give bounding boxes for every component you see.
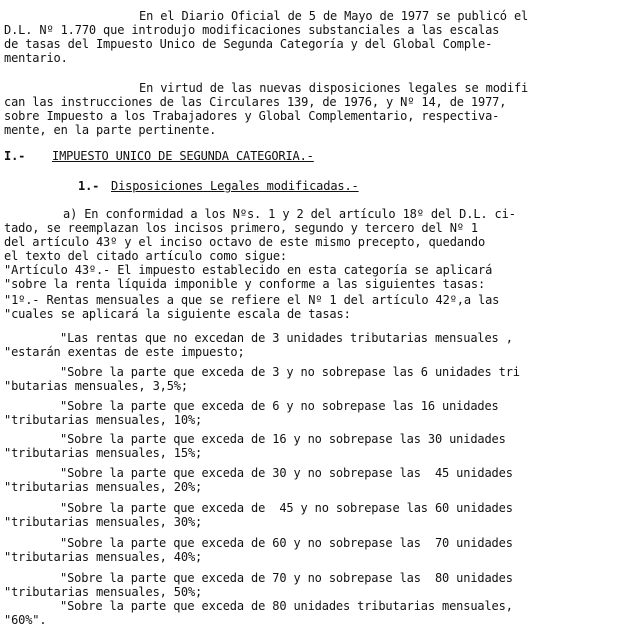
bracket-6-line-1: "Sobre la parte que exceda de 60 y no sobrepase las 70 unidades [60, 536, 513, 550]
para-a-line-1: a) En conformidad a los Nºs. 1 y 2 del artículo 18º del D.L. ci- [63, 207, 516, 221]
para-a-line-4: el texto del citado artículo como sigue: [4, 249, 287, 263]
intro-p1-line-2: D.L. Nº 1.770 que introdujo modificaciones substanciales a las escalas [4, 23, 500, 37]
bracket-7-line-1: "Sobre la parte que exceda de 70 y no sobrepase las 80 unidades [60, 571, 513, 585]
intro-p2-line-1: En virtud de las nuevas disposiciones legales se modifi [139, 81, 529, 95]
bracket-2-line-1: "Sobre la parte que exceda de 6 y no sobrepase las 16 unidades [60, 399, 499, 413]
bracket-1-line-1: "Sobre la parte que exceda de 3 y no sobrepase las 6 unidades tri [60, 365, 520, 379]
intro-p2-line-3: sobre Impuesto a los Trabajadores y Global Complementario, respectiva- [4, 109, 500, 123]
bracket-4-line-2: "tributarias mensuales, 20%; [4, 480, 203, 494]
para-a-line-5: "Artículo 43º.- El impuesto establecido en esta categoría se aplicará [4, 263, 493, 277]
exempt-line-2: "estarán exentas de este impuesto; [4, 345, 245, 359]
bracket-7-line-2: "tributarias mensuales, 50%; [4, 585, 203, 599]
bracket-5-line-1: "Sobre la parte que exceda de 45 y no sobrepase las 60 unidades [60, 501, 513, 515]
para-a-line-2: tado, se reemplazan los incisos primero, segundo y tercero del Nº 1 [4, 221, 478, 235]
exempt-line-1: "Las rentas que no excedan de 3 unidades tributarias mensuales , [60, 331, 513, 345]
intro-p1-line-4: mentario. [4, 51, 68, 65]
para-a-line-7: "1º.- Rentas mensuales a que se refiere el Nº 1 del artículo 42º,a las [4, 293, 500, 307]
intro-p1-line-1: En el Diario Oficial de 5 de Mayo de 1977 se publicó el [139, 9, 529, 23]
last-bracket-line-2: "60%". [4, 613, 47, 627]
bracket-1-line-2: "butarias mensuales, 3,5%; [4, 379, 188, 393]
para-a-line-6: "sobre la renta líquida imponible y conforme a las siguientes tasas: [4, 277, 486, 291]
bracket-6-line-2: "tributarias mensuales, 40%; [4, 550, 203, 564]
para-a-line-3: del artículo 43º y el inciso octavo de este mismo precepto, quedando [4, 235, 486, 249]
intro-p1-line-3: de tasas del Impuesto Unico de Segunda Categoría y del Global Comple- [4, 37, 493, 51]
section-number: I.- [4, 149, 26, 163]
bracket-3-line-1: "Sobre la parte que exceda de 16 y no sobrepase las 30 unidades [60, 432, 506, 446]
subsection-title: Disposiciones Legales modificadas.- [111, 179, 359, 193]
intro-p2-line-2: can las instrucciones de las Circulares 139, de 1976, y Nº 14, de 1977, [4, 95, 507, 109]
bracket-3-line-2: "tributarias mensuales, 15%; [4, 446, 203, 460]
bracket-4-line-1: "Sobre la parte que exceda de 30 y no sobrepase las 45 unidades [60, 466, 513, 480]
last-bracket-line-1: "Sobre la parte que exceda de 80 unidades tributarias mensuales, [60, 599, 513, 613]
subsection-number: 1.- [78, 179, 100, 193]
bracket-5-line-2: "tributarias mensuales, 30%; [4, 515, 203, 529]
intro-p2-line-4: mente, en la parte pertinente. [4, 123, 217, 137]
section-title: IMPUESTO UNICO DE SEGUNDA CATEGORIA.- [52, 149, 314, 163]
para-a-line-8: "cuales se aplicará la siguiente escala de tasas: [4, 307, 351, 321]
bracket-2-line-2: "tributarias mensuales, 10%; [4, 413, 203, 427]
